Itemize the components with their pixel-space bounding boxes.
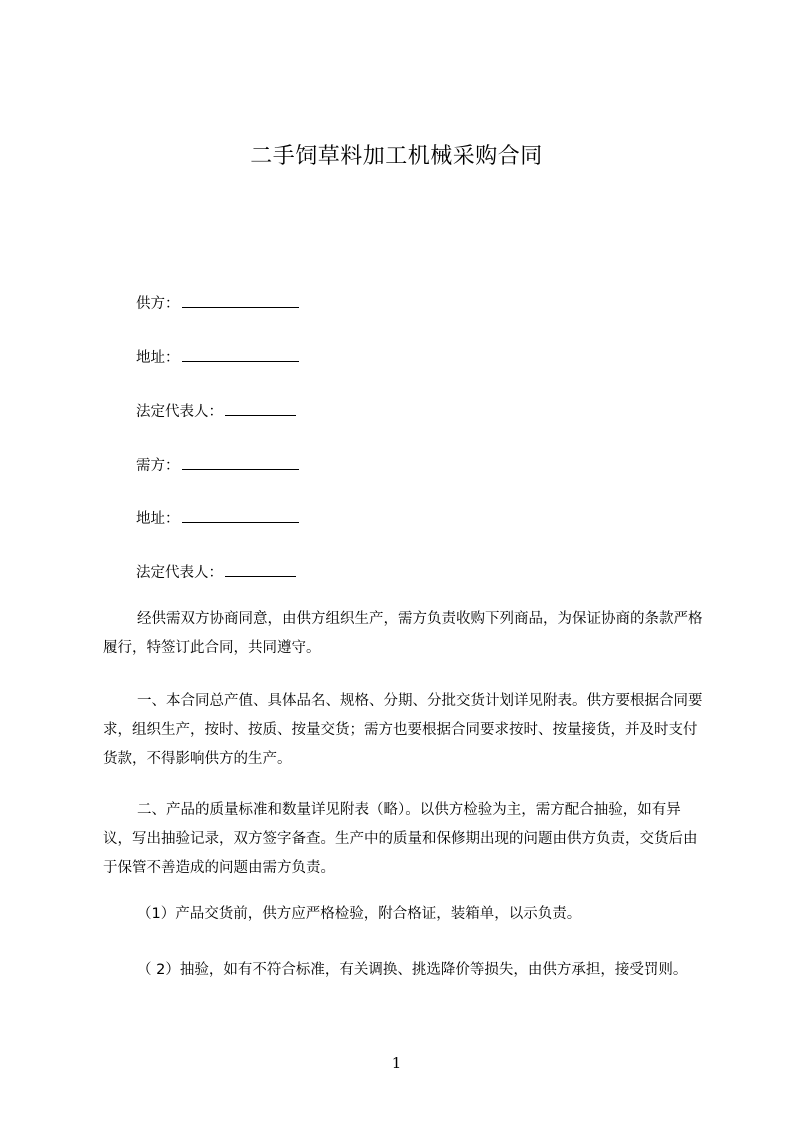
buyer-address-blank	[182, 506, 299, 523]
buyer-blank	[182, 453, 299, 470]
buyer-rep-field	[136, 560, 296, 583]
item-1-paragraph: （1）产品交货前，供方应严格检验，附合格证，装箱单，以示负责。	[137, 906, 582, 922]
supplier-field	[136, 291, 299, 314]
clause-2-paragraph: 二、产品的质量标准和数量详见附表（略）。以供方检验为主，需方配合抽验，如有异议，写出抽验记录，双方签字备查。生产中的质量和保修期出现的问题由供方负责，交货后由于保管不善造成的问题由需方负责。	[103, 802, 698, 876]
buyer-address-label: 地址：	[136, 511, 180, 527]
supplier-address-blank	[182, 345, 299, 362]
supplier-blank	[182, 291, 299, 308]
buyer-rep-blank	[225, 560, 296, 577]
page-number: 1	[391, 1054, 402, 1072]
item-2-paragraph: （ 2）抽验，如有不符合标准，有关调换、挑选降价等损失，由供方承担，接受罚则。	[137, 962, 688, 978]
buyer-field	[136, 453, 299, 476]
intro-paragraph: 经供需双方协商同意，由供方组织生产，需方负责收购下列商品，为保证协商的条款严格履行，特签订此合同，共同遵守。	[103, 611, 703, 656]
supplier-rep-label: 法定代表人：	[136, 404, 223, 420]
clause-1-paragraph: 一、本合同总产值、具体品名、规格、分期、分批交货计划详见附表。供方要根据合同要求，组织生产，按时、按质、按量交货；需方也要根据合同要求按时、按量接货，并及时支付货款，不得影响供方的生产。	[103, 693, 703, 767]
supplier-rep-blank	[225, 399, 296, 416]
supplier-address-field	[136, 345, 299, 368]
supplier-label: 供方：	[136, 296, 180, 312]
buyer-rep-label: 法定代表人：	[136, 565, 223, 581]
document-title: 二手饲草料加工机械采购合同	[250, 144, 543, 169]
supplier-address-label: 地址：	[136, 350, 180, 366]
buyer-address-field	[136, 506, 299, 529]
buyer-label: 需方：	[136, 458, 180, 474]
supplier-rep-field	[136, 399, 296, 422]
